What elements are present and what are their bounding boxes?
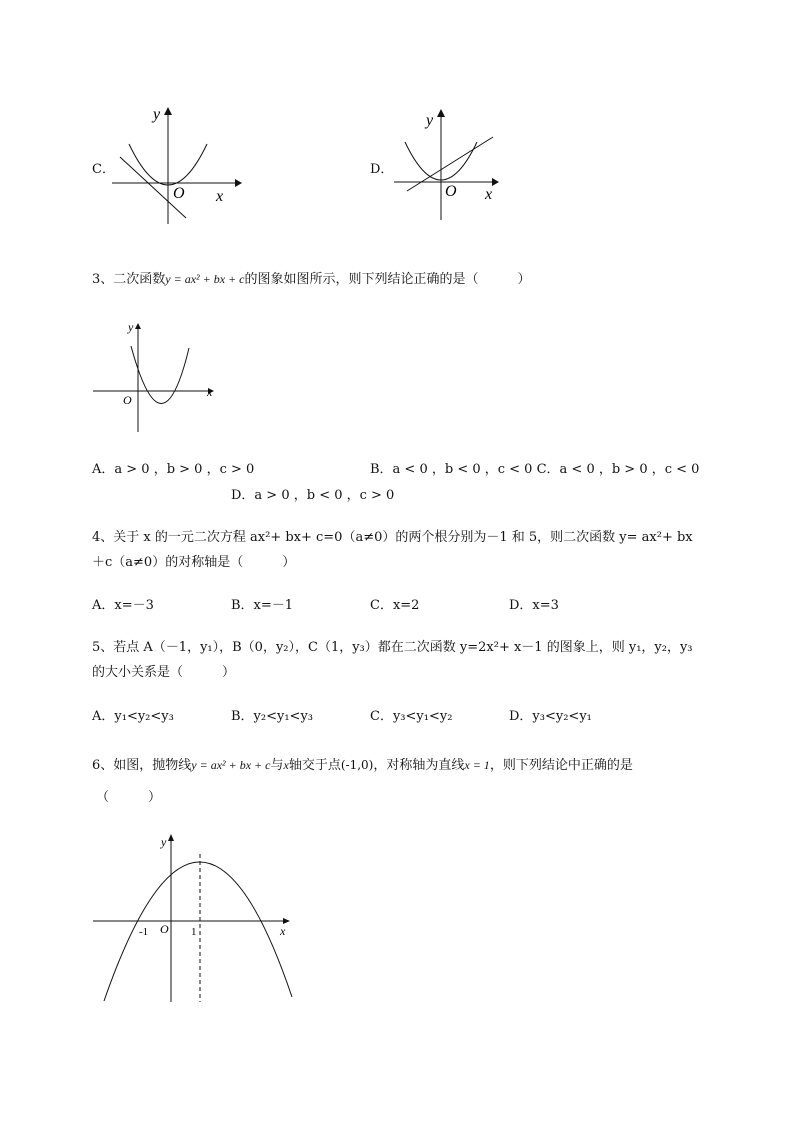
q6-mid3: ，对称轴为直线 <box>373 758 465 773</box>
option-c-graph <box>112 100 242 230</box>
q5-stem-line2: 的大小关系是（ ） <box>92 665 236 680</box>
q6-answer-blank: （ ） <box>96 790 162 805</box>
q6-origin-label: O <box>160 922 169 936</box>
q4-option-b[interactable]: B．x=－1 <box>231 598 294 613</box>
q3-graph <box>90 318 220 436</box>
q4-option-c[interactable]: C．x=2 <box>370 598 420 613</box>
graph-d-x-label: x <box>485 186 493 203</box>
graph-c-y-label: y <box>153 106 161 123</box>
q6-mid2: 轴交于点 <box>288 758 341 773</box>
q6-graph <box>90 832 295 1007</box>
q5-stem-line1: 5、若点 A（－1，y₁），B（0，y₂），C（1，y₃）都在二次函数 y=2x²+ x－1 的图象上，则 y₁，y₂，y₃ <box>92 640 693 655</box>
q3-formula: y = ax² + bx + c <box>165 272 245 286</box>
q6-x-label: x <box>280 924 286 938</box>
graph-d-origin-label: O <box>445 183 457 200</box>
q5-option-a[interactable]: A．y₁<y₂<y₃ <box>92 709 174 724</box>
q3-stem <box>92 270 531 289</box>
q3-prefix: 3、二次函数 <box>92 272 166 287</box>
graph-c-x-label: x <box>216 188 224 205</box>
q6-stem-line1 <box>92 756 633 775</box>
q6-suffix: ，则下列结论中正确的是 <box>489 758 633 773</box>
q3-y-label: y <box>128 320 134 334</box>
q6-prefix: 6、如图，抛物线 <box>92 758 192 773</box>
q6-axis-eq: x = 1 <box>464 758 490 772</box>
q6-formula: y = ax² + bx + c <box>191 758 271 772</box>
q5-option-c[interactable]: C．y₃<y₁<y₂ <box>370 709 453 724</box>
q6-point: (-1,0) <box>340 758 374 772</box>
q4-option-a[interactable]: A．x=－3 <box>92 598 154 613</box>
q6-y-label: y <box>161 835 167 849</box>
q3-origin-label: O <box>123 393 132 407</box>
graph-c-origin-label: O <box>173 185 185 202</box>
q3-x-label: x <box>207 385 213 399</box>
q4-stem-line2: ＋c（a≠0）的对称轴是（ ） <box>92 555 296 570</box>
q3-option-a[interactable]: A．a > 0 ，b > 0 ，c > 0 <box>92 462 255 477</box>
option-d-graph <box>390 105 505 225</box>
q5-option-b[interactable]: B．y₂<y₁<y₃ <box>231 709 314 724</box>
q4-stem-line1: 4、关于 x 的一元二次方程 ax²+ bx+ c=0（a≠0）的两个根分别为－1 和 5，则二次函数 y= ax²+ bx <box>92 530 693 545</box>
q6-mid1: 与 <box>270 758 284 773</box>
q3-option-d[interactable]: D．a > 0 ，b < 0 ，c > 0 <box>231 488 395 503</box>
q3-suffix: 的图象如图所示，则下列结论正确的是（ ） <box>244 272 531 287</box>
q3-option-bc[interactable]: B．a < 0 ，b < 0 ，c < 0 C．a < 0 ，b > 0 ，c < 0 <box>370 462 700 477</box>
q6-x-axis: x <box>283 758 289 772</box>
q6-tick-neg-one: -1 <box>139 926 149 938</box>
option-d-label: D． <box>370 162 394 177</box>
q6-tick-one: 1 <box>191 926 197 938</box>
q4-option-d[interactable]: D．x=3 <box>509 598 559 613</box>
q5-option-d[interactable]: D．y₃<y₂<y₁ <box>509 709 592 724</box>
option-c-label: C． <box>92 162 115 177</box>
graph-d-y-label: y <box>426 112 434 129</box>
